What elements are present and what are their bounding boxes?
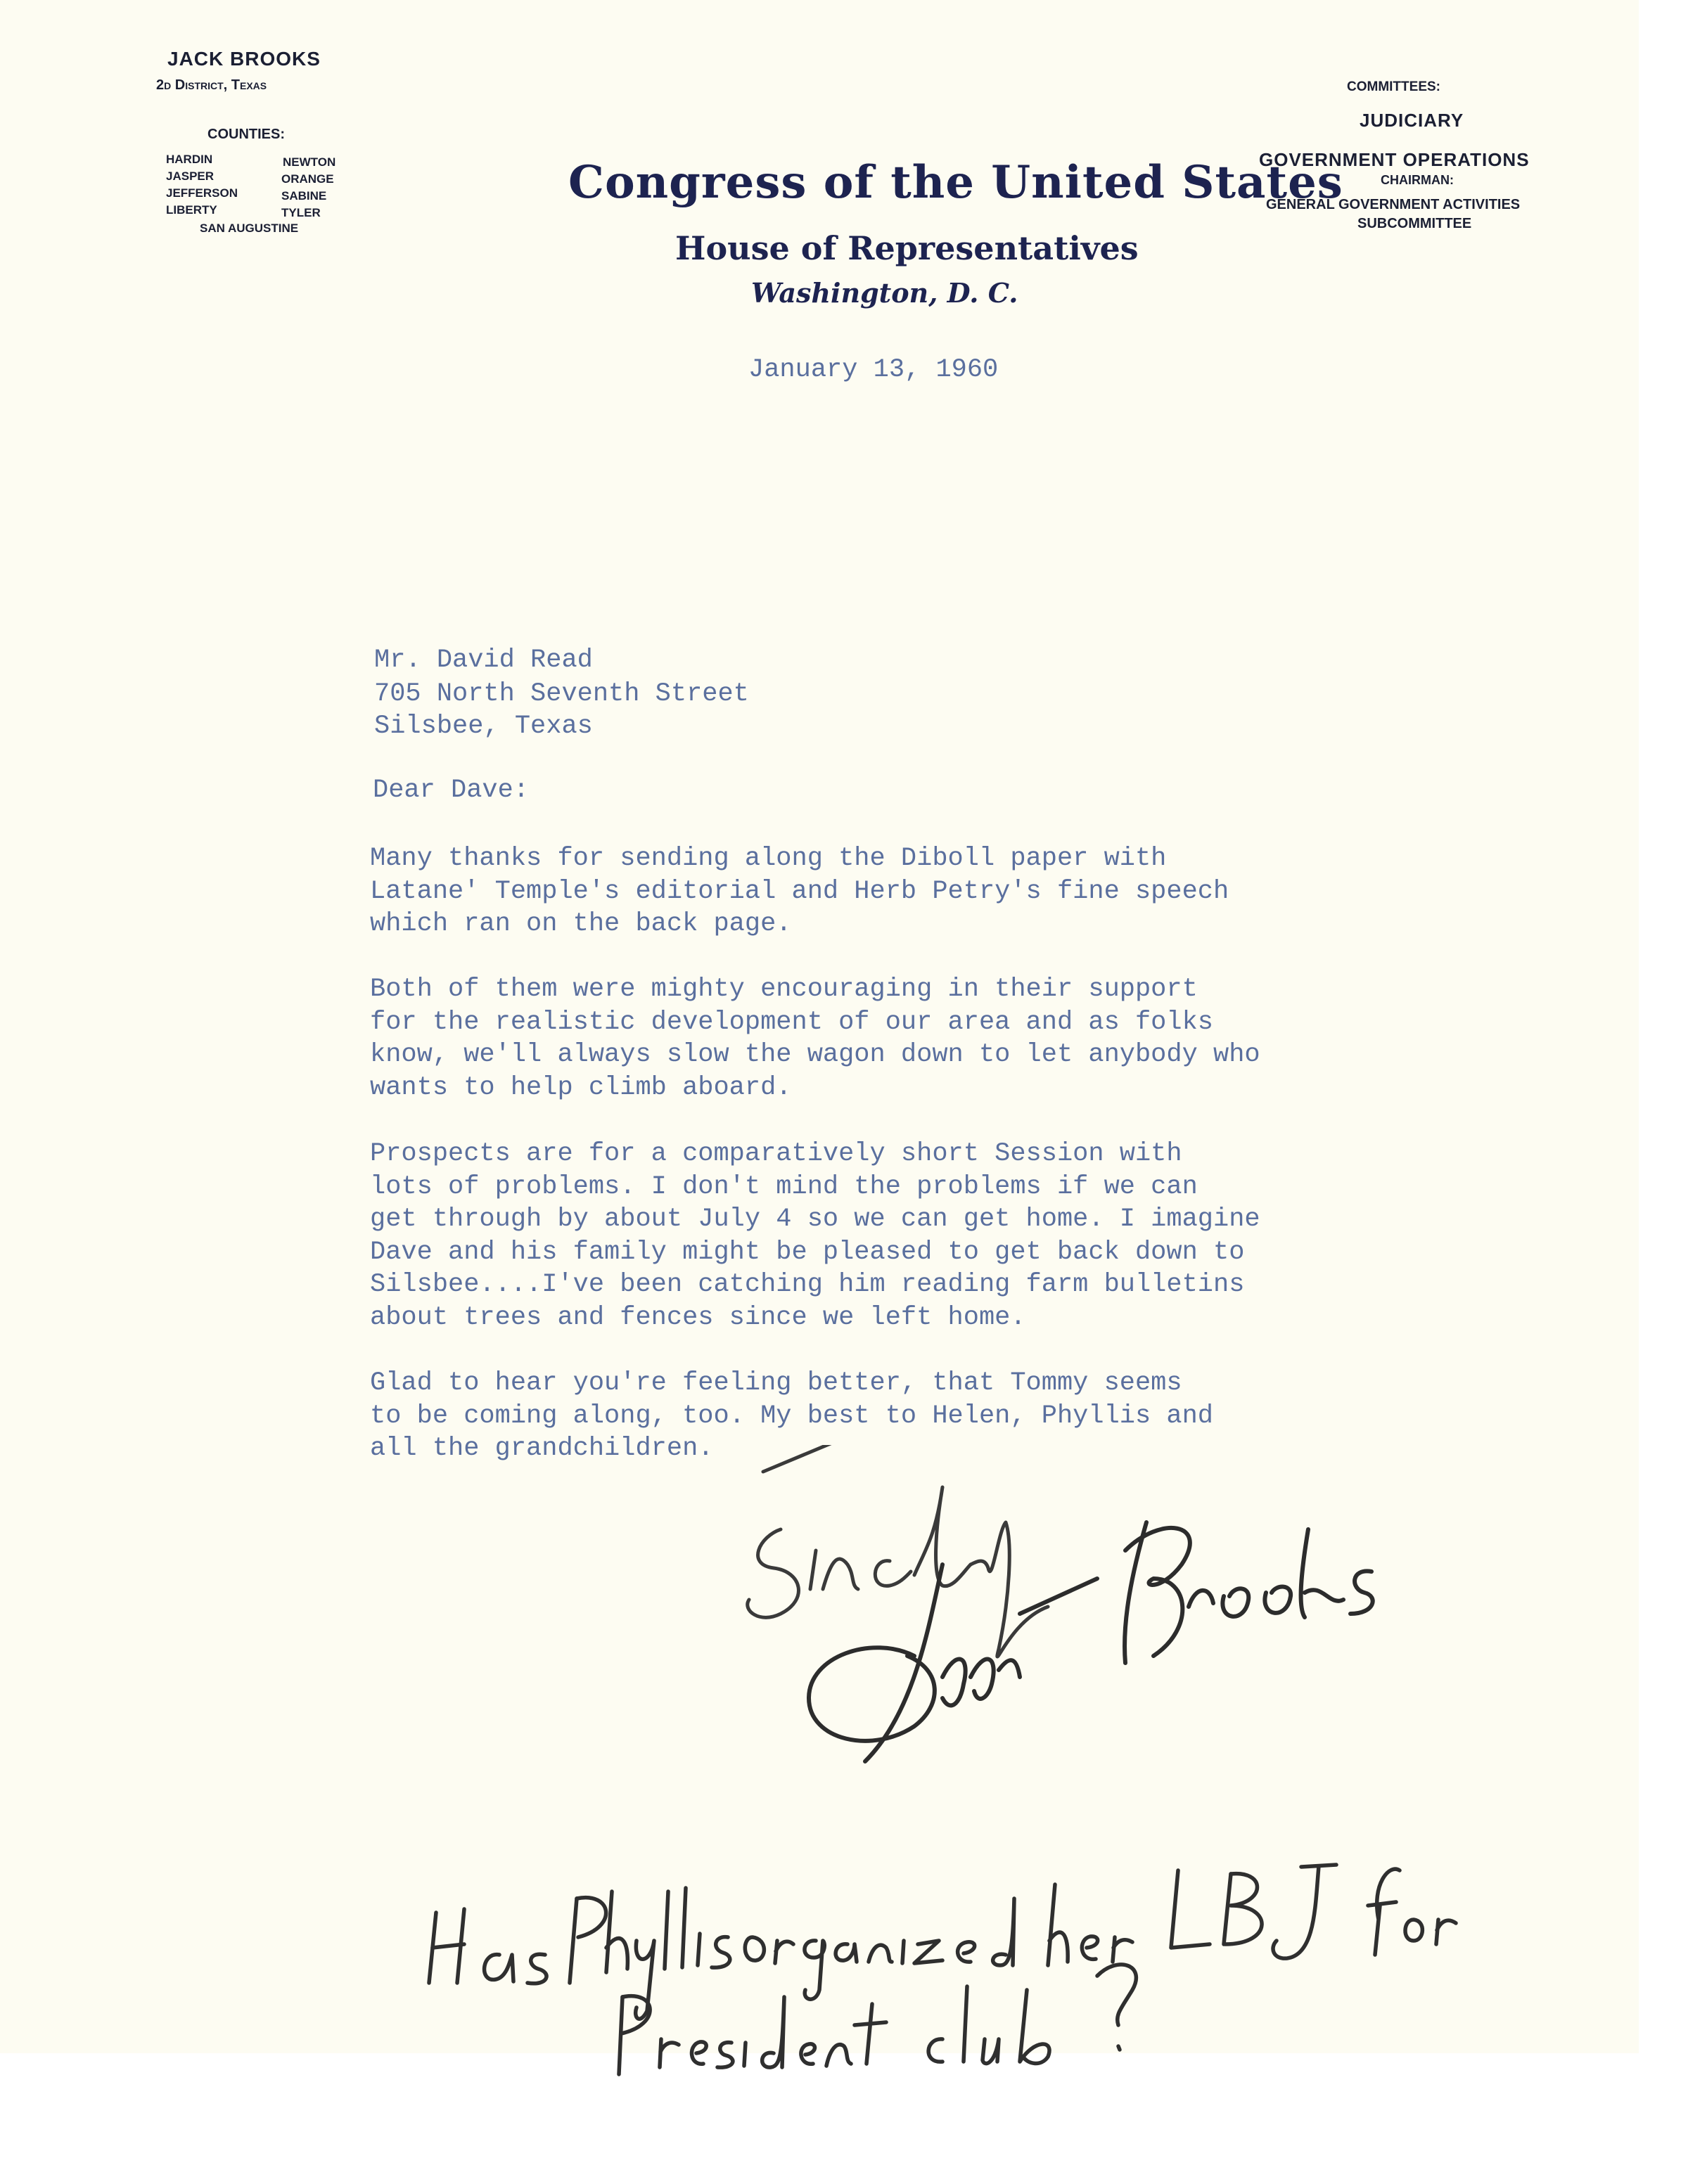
chairman-label: CHAIRMAN: [1381, 173, 1454, 187]
county-item: JEFFERSON [166, 186, 238, 200]
recipient-street: 705 North Seventh Street [374, 679, 749, 709]
salutation: Dear Dave: [373, 776, 530, 805]
county-item: SAN AUGUSTINE [200, 221, 299, 235]
committee-item: JUDICIARY [1360, 110, 1464, 131]
county-item: NEWTON [283, 155, 336, 169]
handwritten-postscript [422, 1814, 1547, 2081]
subcommittee-label: SUBCOMMITTEE [1357, 216, 1472, 231]
recipient-city: Silsbee, Texas [374, 712, 593, 741]
body-paragraph: Prospects are for a comparatively short Session with lots of problems. I don't mind the problems if we can get through by about July 4 so we can get home. I imagine Dave and his family might be pleased to get back down to Silsbee....I've been catching him reading farm bulletins about trees and fences since we left home. [370, 1139, 1260, 1332]
county-item: LIBERTY [166, 203, 217, 217]
county-item: SABINE [281, 189, 327, 203]
county-item: TYLER [281, 206, 321, 219]
county-item: HARDIN [166, 153, 213, 166]
body-paragraph: Glad to hear you're feeling better, that Tommy seems to be coming along, too. My best to Helen, Phyllis and all the grandchildren. [370, 1368, 1213, 1463]
committee-item: GOVERNMENT OPERATIONS [1259, 149, 1530, 170]
county-item: ORANGE [281, 172, 334, 186]
letter-date: January 13, 1960 [748, 355, 999, 385]
district-label: 2d District, Texas [156, 77, 267, 93]
letterhead-congress: Congress of the United States [568, 156, 1343, 209]
body-paragraph: Many thanks for sending along the Diboll paper with Latane' Temple's editorial and Herb Petry's fine speech which ran on the back page. [370, 844, 1229, 939]
letterhead-house: House of Representatives [675, 229, 1139, 267]
counties-title: COUNTIES: [207, 127, 285, 142]
committees-title: COMMITTEES: [1347, 79, 1440, 94]
county-item: JASPER [166, 169, 215, 183]
handwritten-signature [731, 1445, 1477, 1782]
body-paragraph: Both of them were mighty encouraging in their support for the realistic development of our area and as folks know, we'll always slow the wagon down to let anybody who wants to help climb aboard. [370, 975, 1260, 1103]
recipient-name: Mr. David Read [374, 645, 593, 675]
subcommittee-name: GENERAL GOVERNMENT ACTIVITIES [1266, 197, 1521, 212]
letterhead-city: Washington, D. C. [751, 277, 1018, 309]
representative-name: JACK BROOKS [167, 48, 321, 70]
